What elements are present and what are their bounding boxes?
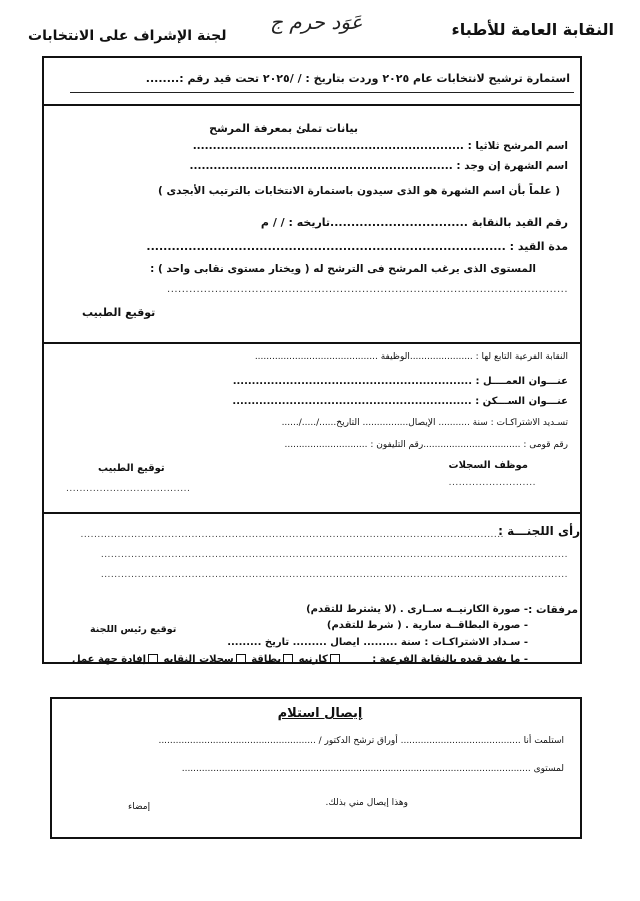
fame-note: ( علماً بأن اسم الشهرة هو الذى سيدون باستمارة الانتخابات بالترتيب الأبجدى ) xyxy=(158,185,560,197)
candidate-signature: توقيع الطبيب xyxy=(82,306,156,319)
dues-field[interactable]: تسـديد الاشتراكـات : سنة ........... الإيصال................ التاريخ....../...../...... xyxy=(281,418,568,428)
receipt-level-field[interactable]: لمستوى .......................................................................................................................... xyxy=(181,764,564,774)
receipt-signature: إمضاء xyxy=(128,802,151,812)
committee-line-2[interactable]: ........................................................................................................................................... xyxy=(100,570,568,580)
section-divider-3 xyxy=(42,512,582,514)
records-clerk-label: موظف السجلات xyxy=(448,460,528,471)
national-id-field[interactable]: رقم قومى : ..................................رقم التليفون : ............................. xyxy=(284,440,568,450)
committee-opinion-label: رأى اللجنـــة : xyxy=(498,524,580,538)
attachment-3[interactable]: - سـداد الاشتراكـات : سنة ......... ايصال ......... تاريخ ......... xyxy=(227,637,528,648)
handwritten-note: عَوَد حرم ج xyxy=(270,10,363,34)
form-title: استمارة ترشيح لانتخابات عام ٢٠٢٥ وردت بتاريخ : / /٢٠٢٥ تحت قيد رقم :........ xyxy=(145,72,570,85)
section-divider-2 xyxy=(42,342,582,344)
committee-title: لجنة الإشراف على الانتخابات xyxy=(28,28,227,44)
attachment-2: - صورة البطاقــة سارية . ( شرط للتقدم) xyxy=(326,620,528,631)
checkbox-records[interactable] xyxy=(236,654,246,664)
registration-field[interactable]: رقم القيد بالنقابة .................................تاريخه : / / م xyxy=(260,216,568,229)
committee-opinion-field[interactable]: .............................................................................................................................. xyxy=(80,530,504,540)
attachment-1: - صورة الكارنيــه ســارى . (لا يشترط للتقدم) xyxy=(306,604,528,615)
committee-line-1[interactable]: ........................................................................................................................................... xyxy=(100,550,568,560)
level-label: المستوى الذى يرغب المرشح فى الترشح له ( ويختار مستوى نقابى واحد ) : xyxy=(150,263,536,275)
records-clerk-field[interactable]: .......................... xyxy=(448,478,536,488)
option-id-card: بطاقة xyxy=(251,654,282,665)
attachment-4: - ما يفيد قيده بالنقابة الفرعية : xyxy=(372,654,528,665)
home-address-field[interactable]: عنـــوان الســـكن : ............................................................... xyxy=(232,396,568,407)
doctor-signature-field[interactable]: ..................................... xyxy=(66,484,191,494)
level-field[interactable]: ............................................................................................................. xyxy=(167,284,568,295)
duration-field[interactable]: مدة القيد : ...................................................................................... xyxy=(146,240,568,253)
attachments-label: مرفقات : xyxy=(528,604,578,616)
option-records: سجلات النقابه xyxy=(163,654,234,665)
fame-name-field[interactable]: اسم الشهرة إن وجد : .................................................................. xyxy=(189,160,568,172)
checkbox-carnet[interactable] xyxy=(330,654,340,664)
chair-signature-label: توقيع رئيس اللجنة xyxy=(90,624,177,635)
syndicate-title: النقابة العامة للأطباء xyxy=(451,20,614,39)
branch-proof-options xyxy=(72,654,342,665)
checkbox-employer[interactable] xyxy=(148,654,158,664)
receipt-received-field[interactable]: استلمت أنا .......................................... أوراق ترشح الدكتور / ....................................................... xyxy=(158,736,564,746)
candidate-section-title: بيانات تملئ بمعرفة المرشح xyxy=(209,122,358,135)
title-underline xyxy=(70,92,574,93)
section-divider-1 xyxy=(42,104,582,106)
receipt-confirmation: وهذا إيصال مني بذلك. xyxy=(325,798,408,808)
option-employer: إفادة جهة عمل xyxy=(72,654,147,665)
branch-field[interactable]: النقابة الفرعية التابع لها : ......................الوظيفة ........................................... xyxy=(254,352,568,362)
option-carnet: كارنيه xyxy=(298,654,328,665)
candidate-name-field[interactable]: اسم المرشح ثلاثيا : .................................................................... xyxy=(192,140,568,152)
doctor-signature-label: توقيع الطبيب xyxy=(98,463,165,474)
checkbox-id-card[interactable] xyxy=(283,654,293,664)
work-address-field[interactable]: عنـــوان العمــــل : ............................................................... xyxy=(232,376,568,387)
receipt-title: إيصال استلام xyxy=(277,706,363,721)
